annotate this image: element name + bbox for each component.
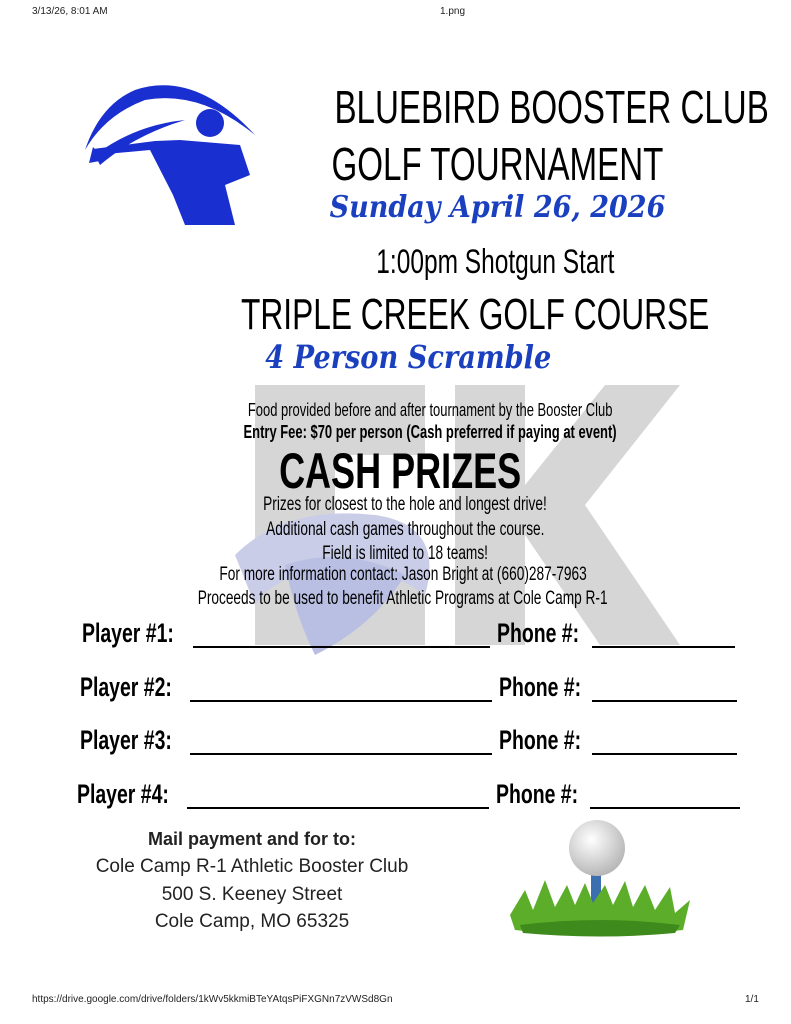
mail-address-line: Cole Camp R-1 Athletic Booster Club bbox=[95, 856, 409, 877]
player-name-blank[interactable] bbox=[193, 646, 490, 648]
print-page-number: 1/1 bbox=[745, 994, 759, 1005]
player-row-2: Player #2: Phone #: bbox=[0, 672, 791, 706]
mail-address-line: 500 S. Keeney Street bbox=[161, 884, 343, 905]
proceeds-line: Proceeds to be used to benefit Athletic Programs at Cole Camp R-1 bbox=[198, 588, 608, 609]
title-line-2: GOLF TOURNAMENT bbox=[331, 138, 664, 190]
print-datetime: 3/13/26, 8:01 AM bbox=[32, 6, 108, 17]
phone-blank[interactable] bbox=[590, 807, 740, 809]
player-name-blank[interactable] bbox=[190, 753, 492, 755]
player-row-3: Player #3: Phone #: bbox=[0, 725, 791, 759]
phone-blank[interactable] bbox=[592, 646, 735, 648]
golfer-logo bbox=[75, 75, 265, 235]
golf-ball-image bbox=[505, 815, 695, 940]
start-time: 1:00pm Shotgun Start bbox=[375, 243, 615, 281]
cash-prizes-heading: CASH PRIZES bbox=[278, 443, 522, 499]
phone-blank[interactable] bbox=[592, 700, 737, 702]
food-note: Food provided before and after tournament by the Booster Club bbox=[247, 400, 613, 420]
mail-heading: Mail payment and for to: bbox=[147, 829, 356, 849]
player-name-blank[interactable] bbox=[190, 700, 492, 702]
print-url: https://drive.google.com/drive/folders/1kWv5kkmiBTeYAtqsPiFXGNn7zVWSd8Gn bbox=[32, 994, 393, 1005]
player-row-1: Player #1: Phone #: bbox=[0, 618, 791, 652]
detail-line: Additional cash games throughout the course. bbox=[265, 519, 545, 540]
tournament-format: 4 Person Scramble bbox=[265, 338, 552, 376]
event-date: Sunday April 26, 2026 bbox=[329, 190, 666, 225]
entry-fee: Entry Fee: $70 per person (Cash preferred if paying at event) bbox=[243, 422, 617, 442]
player-name-blank[interactable] bbox=[187, 807, 489, 809]
player-row-4: Player #4: Phone #: bbox=[0, 779, 791, 813]
phone-blank[interactable] bbox=[592, 753, 737, 755]
detail-line: Prizes for closest to the hole and longest drive! bbox=[263, 494, 547, 515]
print-filename: 1.png bbox=[440, 6, 466, 17]
detail-line: Field is limited to 18 teams! bbox=[322, 543, 488, 564]
venue: TRIPLE CREEK GOLF COURSE bbox=[241, 290, 710, 339]
title-line-1: BLUEBIRD BOOSTER CLUB bbox=[334, 81, 769, 133]
contact-line: For more information contact: Jason Bright at (660)287-7963 bbox=[219, 564, 587, 585]
mail-address-line: Cole Camp, MO 65325 bbox=[154, 911, 350, 932]
